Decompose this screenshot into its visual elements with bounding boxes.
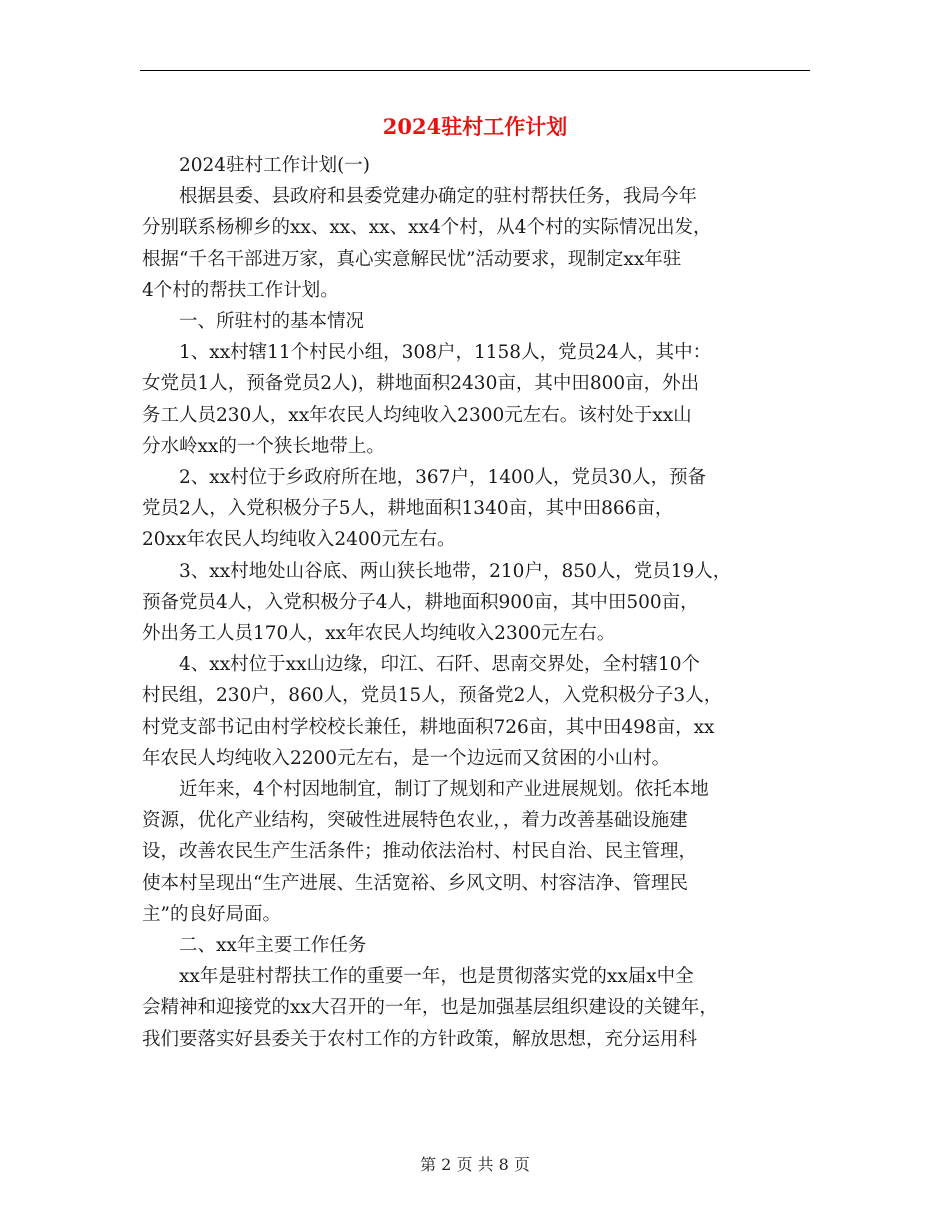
text-line: 根据县委、县政府和县委党建办确定的驻村帮扶任务，我局今年 — [179, 186, 698, 208]
text-line: 主”的良好局面。 — [142, 903, 281, 925]
text-line: 村民组，230户，860人，党员15人，预备党2人，入党积极分子3人， — [142, 685, 723, 707]
paragraph — [142, 649, 814, 774]
text-line: 资源，优化产业结构，突破性进展特色农业，，着力改善基础设施建 — [142, 810, 688, 832]
text-line: 分别联系杨柳乡的xx、xx、xx、xx4个村，从4个村的实际情况出发， — [142, 217, 712, 239]
paragraph — [142, 930, 814, 961]
paragraph — [142, 337, 814, 462]
text-line: 年农民人均纯收入2200元左右，是一个边远而又贫困的小山村。 — [142, 747, 671, 769]
text-line: 20xx年农民人均纯收入2400元左右。 — [142, 529, 456, 551]
text-line: 2、xx村位于乡政府所在地，367户，1400人，党员30人，预备 — [179, 467, 707, 489]
text-line: 根据“千名干部进万家，真心实意解民忧”活动要求，现制定xx年驻 — [142, 248, 682, 270]
text-line: 设，改善农民生产生活条件；推动依法治村、村民自治、民主管理， — [142, 841, 698, 863]
document-title: 2024驻村工作计划 — [382, 114, 568, 139]
text-line: 我们要落实好县委关于农村工作的方针政策，解放思想，充分运用科 — [142, 1028, 698, 1050]
paragraph — [142, 462, 814, 556]
text-line: 4个村的帮扶工作计划。 — [142, 279, 339, 301]
paragraph — [142, 774, 814, 930]
header-rule — [140, 70, 810, 71]
text-line: 外出务工人员170人，xx年农民人均纯收入2300元左右。 — [142, 623, 616, 645]
text-line: xx年是驻村帮扶工作的重要一年，也是贯彻落实党的xx届x中全 — [179, 966, 694, 988]
text-line: 务工人员230人，xx年农民人均纯收入2300元左右。该村处于xx山 — [142, 404, 692, 426]
text-line: 2024驻村工作计划(一) — [179, 155, 371, 176]
paragraph — [142, 181, 814, 306]
text-line: 使本村呈现出“生产进展、生活宽裕、乡风文明、村容洁净、管理民 — [142, 872, 688, 894]
page-footer: 第 2 页 共 8 页 — [420, 1155, 530, 1174]
text-line: 3、xx村地处山谷底、两山狭长地带，210户，850人，党员19人， — [179, 560, 732, 582]
paragraph — [142, 556, 814, 650]
document-body — [142, 150, 814, 1055]
text-line: 村党支部书记由村学校校长兼任，耕地面积726亩，其中田498亩，xx — [142, 716, 715, 738]
text-line: 4、xx村位于xx山边缘，印江、石阡、思南交界处，全村辖10个 — [179, 654, 701, 676]
text-line: 分水岭xx的一个狭长地带上。 — [142, 435, 385, 457]
text-line: 近年来，4个村因地制宜，制订了规划和产业进展规划。依托本地 — [179, 779, 709, 801]
text-line: 二、xx年主要工作任务 — [179, 935, 367, 957]
paragraph — [142, 961, 814, 1055]
text-line: 党员2人，入党积极分子5人，耕地面积1340亩，其中田866亩， — [142, 498, 674, 520]
paragraph — [142, 150, 814, 181]
text-line: 会精神和迎接党的xx大召开的一年，也是加强基层组织建设的关键年， — [142, 997, 718, 1019]
text-line: 一、所驻村的基本情况 — [179, 311, 365, 333]
paragraph — [142, 306, 814, 337]
text-line: 女党员1人，预备党员2人)，耕地面积2430亩，其中田800亩，外出 — [142, 373, 700, 395]
text-line: 1、xx村辖11个村民小组，308户，1158人，党员24人，其中： — [179, 342, 712, 364]
text-line: 预备党员4人，入党积极分子4人，耕地面积900亩，其中田500亩， — [142, 591, 699, 613]
